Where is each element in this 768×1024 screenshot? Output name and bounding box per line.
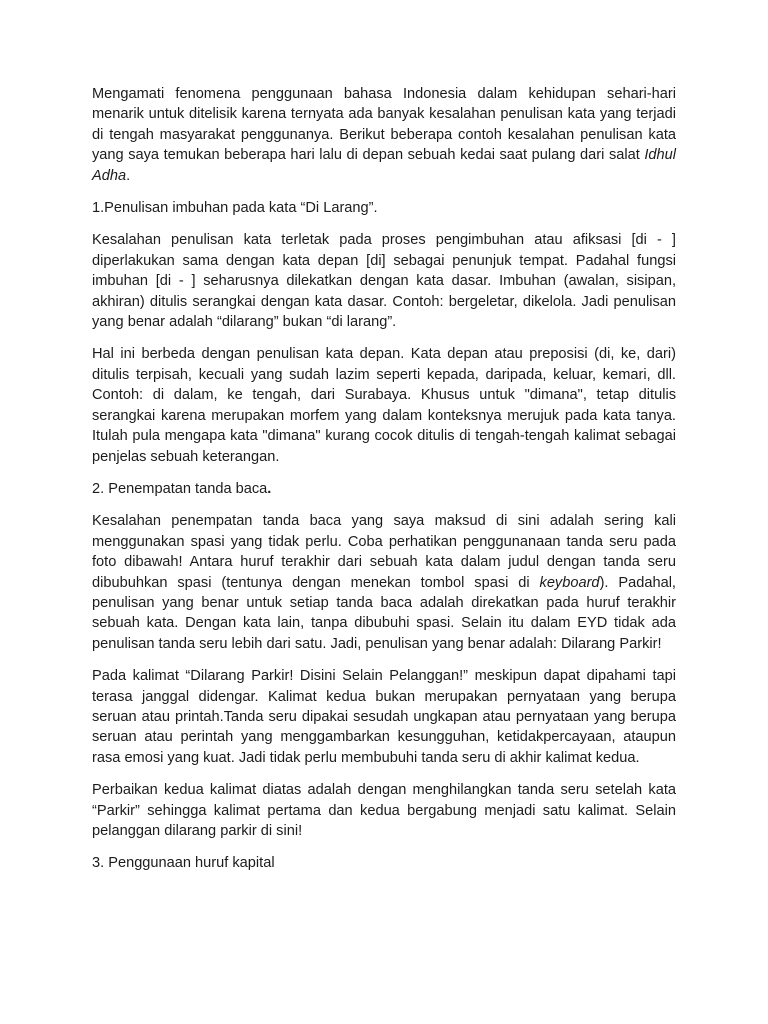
section-2-paragraph-2: Pada kalimat “Dilarang Parkir! Disini Selain Pelanggan!” meskipun dapat dipahami tapi terasa janggal didengar. Kalimat kedua bukan merupakan pernyataan yang berupa seruan atau printah.Tanda seru dipakai sesudah ungkapan atau pernyataan yang berupa seruan atau perintah yang menggambarkan kesungguhan, ketidakpercayaan, ataupun rasa emosi yang kuat. Jadi tidak perlu membubuhi tanda seru di akhir kalimat kedua. [92, 668, 676, 766]
section-1-paragraph-1: Kesalahan penulisan kata terletak pada proses pengimbuhan atau afiksasi [di - ] diperlakukan sama dengan kata depan [di] sebagai penunjuk tempat. Padahal fungsi imbuhan [di - ] seharusnya dilekatkan dengan kata dasar. Imbuhan (awalan, sisipan, akhiran) ditulis serangkai dengan kata dasar. Contoh: bergeletar, dikelola. Jadi penulisan yang benar adalah “dilarang” bukan “di larang”. [92, 232, 676, 331]
heading-2-period: . [267, 480, 272, 497]
intro-text: Mengamati fenomena penggunaan bahasa Indonesia dalam kehidupan sehari-hari menarik untuk ditelisik karena ternyata ada banyak kesalahan penulisan kata yang terjadi di tengah masyarakat penggunanya. Berikut beberapa contoh kesalahan penulisan kata yang saya temukan beberapa hari lalu di depan sebuah kedai saat pulang dari salat [92, 86, 676, 164]
intro-end: . [126, 167, 131, 184]
section-1-paragraph-2: Hal ini berbeda dengan penulisan kata depan. Kata depan atau preposisi (di, ke, dari) ditulis terpisah, kecuali yang sudah lazim seperti kepada, daripada, keluar, kemari, dll. Contoh: di dalam, ke tengah, dari Surabaya. Khusus untuk "dimana", tetap ditulis serangkai karena merupakan morfem yang dalam konteksnya merujuk pada kata tanya. Itulah pula mengapa kata "dimana" kurang cocok ditulis di tengah-tengah kalimat sebagai penjelas sebuah keterangan. [92, 346, 676, 465]
intro-italic-term: Idhul Adha [92, 147, 676, 184]
heading-2-text: 2. Penempatan tanda baca [92, 480, 268, 497]
document-body [92, 84, 676, 886]
intro-paragraph [92, 84, 676, 186]
section-2-paragraph-1 [92, 511, 676, 654]
section-2-paragraph-3: Perbaikan kedua kalimat diatas adalah dengan menghilangkan tanda seru setelah kata “Parkir” sehingga kalimat pertama dan kedua bergabung menjadi satu kalimat. Selain pelanggan dilarang parkir di sini! [92, 782, 676, 839]
section-2-p1-text: Kesalahan penempatan tanda baca yang saya maksud di sini adalah sering kali menggunakan spasi yang tidak perlu. Coba perhatikan penggunanaan tanda seru pada foto dibawah! Antara huruf terakhir dari sebuah kata dalam judul dengan tanda seru dibubuhkan spasi (tentunya dengan menekan tombol spasi di [92, 513, 676, 591]
section-2-p1-end: ). Padahal, penulisan yang benar untuk setiap tanda baca adalah direkatkan pada huruf terakhir sebuah kata. Dengan kata lain, tanpa dibubuhi spasi. Selain itu dalam EYD tidak ada penulisan tanda seru lebih dari satu. Jadi, penulisan yang benar adalah: Dilarang Parkir! [92, 574, 676, 652]
section-2-p1-italic-term: keyboard [539, 574, 600, 591]
section-heading-3: 3. Penggunaan huruf kapital [92, 855, 275, 872]
section-heading-2 [92, 479, 676, 499]
section-heading-1: 1.Penulisan imbuhan pada kata “Di Larang”. [92, 200, 378, 217]
